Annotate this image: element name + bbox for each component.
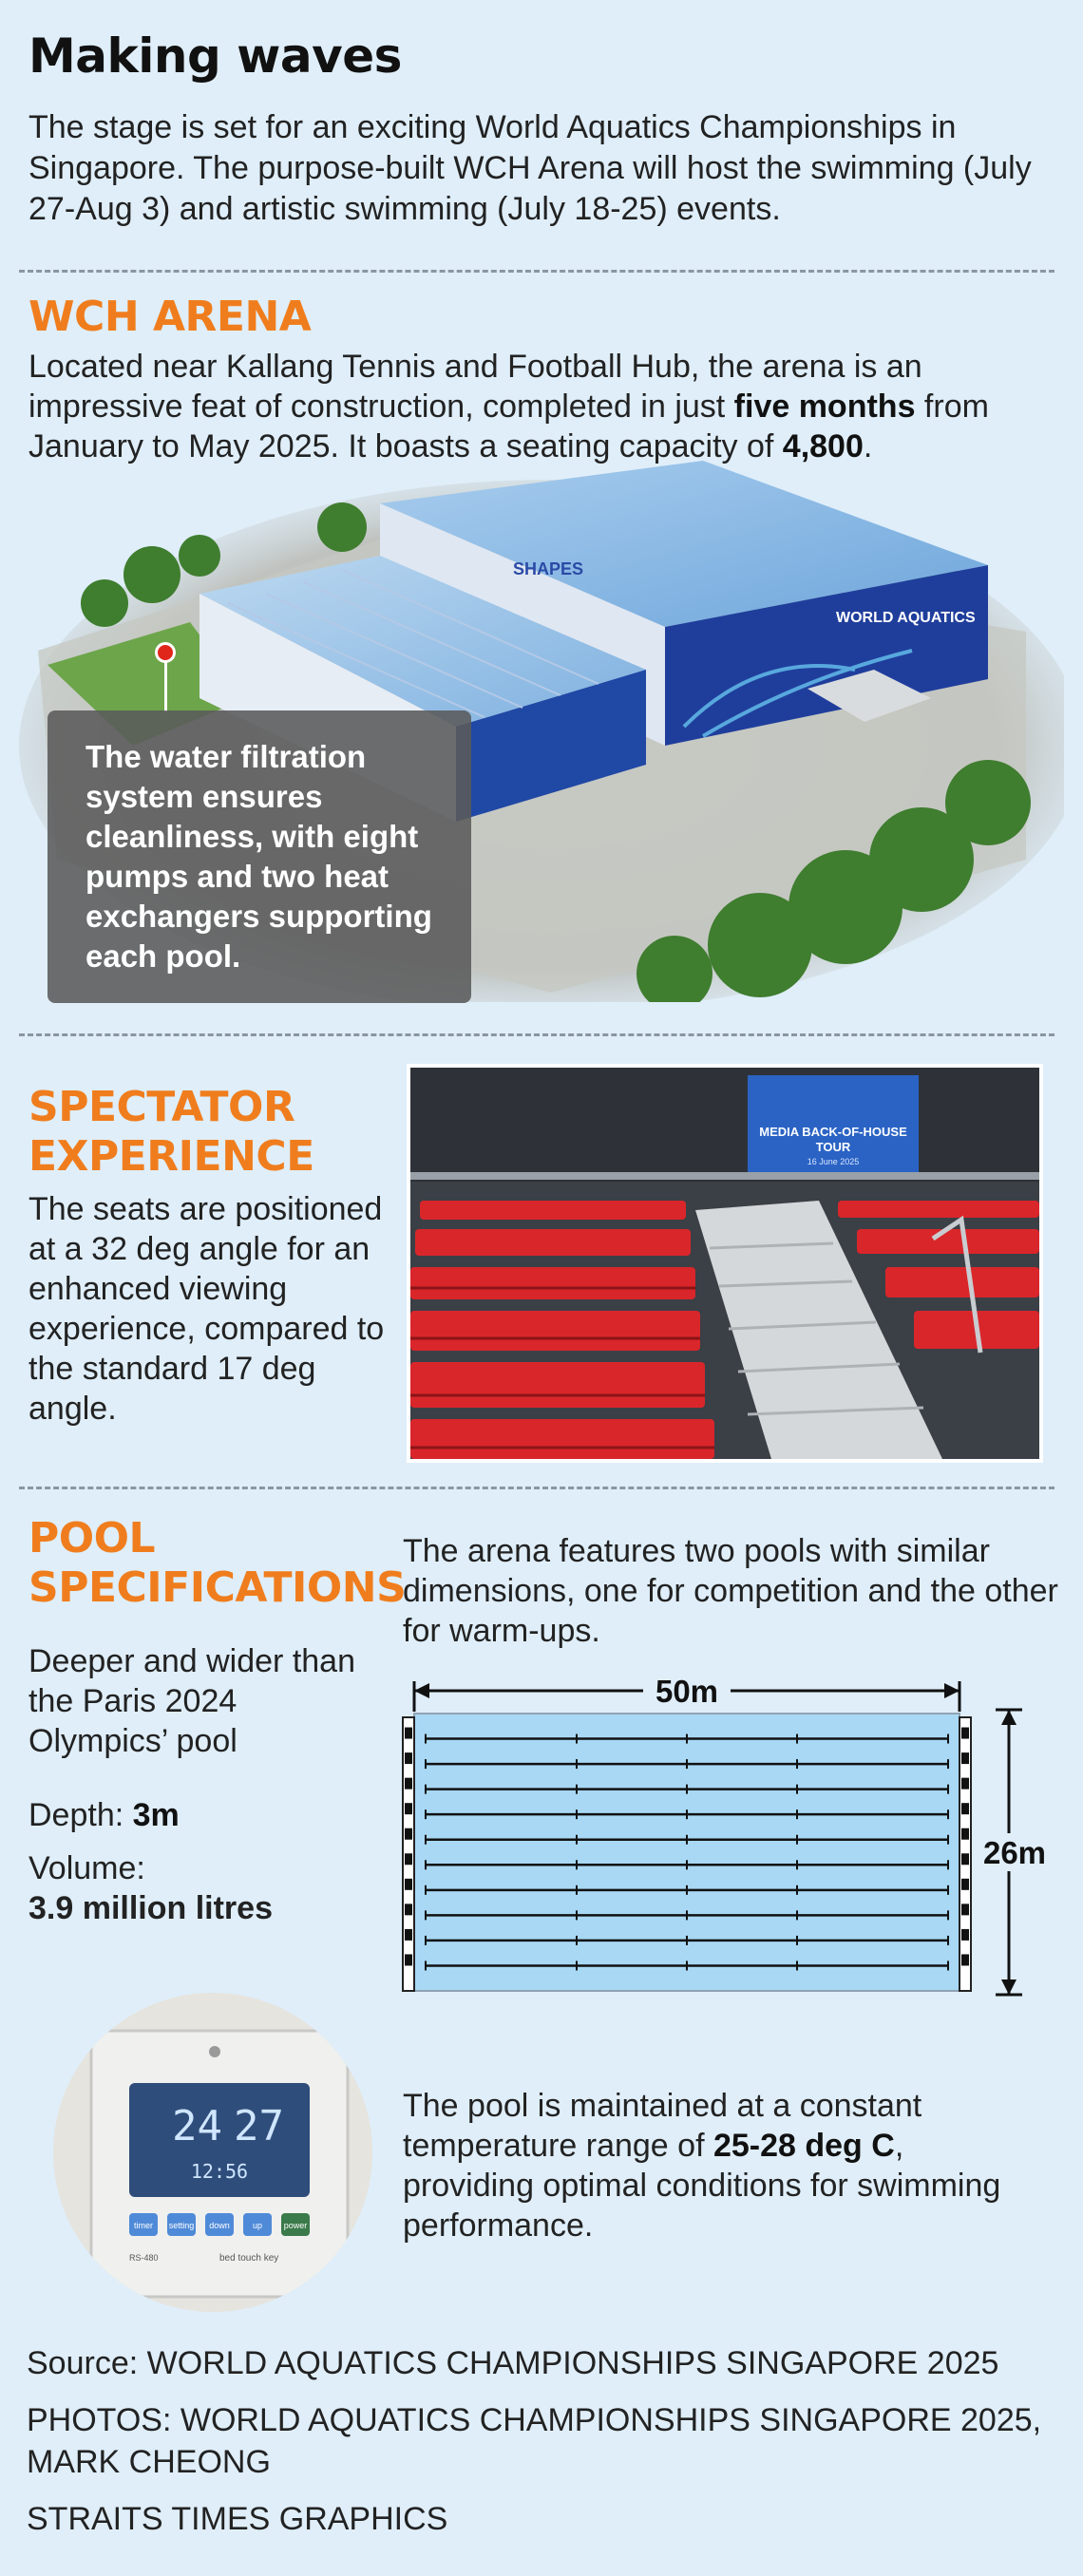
- thermo-caption: bed touch key: [219, 2253, 279, 2263]
- starting-block: [961, 1728, 969, 1739]
- intro-text: The stage is set for an exciting World Aquatics Championships in Singapore. The purpose-built WCH Arena will host the swimming (July 27-Aug 3) and artistic swimming (July 18-25) events.: [28, 109, 1032, 227]
- pool-water: [414, 1714, 960, 1991]
- screen-title-1: MEDIA BACK-OF-HOUSE: [759, 1125, 907, 1139]
- starting-block: [961, 1778, 969, 1790]
- section-divider: [19, 1033, 1054, 1036]
- section-divider: [19, 270, 1054, 273]
- pool-volume-label: Volume:: [28, 1850, 145, 1886]
- pool-heading: [28, 1514, 406, 1613]
- starting-block: [405, 1803, 412, 1814]
- spectator-heading-line1: SPECTATOR: [28, 1083, 295, 1131]
- pool-depth: Depth: 3m: [28, 1797, 180, 1833]
- thermo-btn-up: up: [252, 2221, 263, 2230]
- arena-heading: WCH ARENA: [28, 293, 312, 341]
- thermo-model: RS-480: [129, 2253, 159, 2263]
- starting-block: [961, 1803, 969, 1814]
- sign-shapes: SHAPES: [513, 559, 584, 578]
- starting-block: [405, 1853, 412, 1865]
- starting-block: [405, 1879, 412, 1890]
- photos-credit-line1: PHOTOS: WORLD AQUATICS CHAMPIONSHIPS SINGAPORE 2025,: [27, 2402, 1042, 2438]
- arena-description: Located near Kallang Tennis and Football Hub, the arena is an impressive feat of construction, completed in just five months from January to May 2025. It boasts a seating capacity of 4,800.: [28, 349, 989, 464]
- thermo-display-a: 24: [172, 2102, 222, 2150]
- source-credit: Source: WORLD AQUATICS CHAMPIONSHIPS SINGAPORE 2025: [27, 2345, 999, 2381]
- thermo-btn-timer: timer: [134, 2221, 153, 2230]
- page-title: Making waves: [28, 28, 402, 84]
- spectator-description: The seats are positioned at a 32 deg angle for an enhanced viewing experience, compared to the standard 17 deg angle.: [28, 1191, 385, 1427]
- starting-block: [405, 1954, 412, 1965]
- section-divider: [19, 1487, 1054, 1489]
- photos-credit-line2: MARK CHEONG: [27, 2444, 271, 2480]
- starting-block: [961, 1904, 969, 1915]
- screen-title-2: TOUR: [815, 1140, 851, 1154]
- starting-block: [961, 1879, 969, 1890]
- pool-heading-line1: POOL: [28, 1514, 156, 1563]
- starting-block: [405, 1904, 412, 1915]
- width-label: 26m: [982, 1835, 1047, 1870]
- length-label: 50m: [655, 1674, 719, 1709]
- starting-block: [405, 1752, 412, 1764]
- starting-block: [961, 1752, 969, 1764]
- spectator-heading-line2: EXPERIENCE: [28, 1132, 314, 1181]
- thermo-btn-down: down: [209, 2221, 230, 2230]
- callout-marker: [155, 642, 176, 663]
- pool-compare-text: Deeper and wider than the Paris 2024 Olympics’ pool: [28, 1643, 356, 1759]
- starting-block: [405, 1929, 412, 1941]
- starting-block: [405, 1778, 412, 1790]
- seats-photo: [407, 1064, 1043, 1463]
- pool-heading-line2: SPECIFICATIONS: [28, 1563, 407, 1612]
- thermo-display-b: 27: [234, 2102, 284, 2150]
- sign-world-aquatics: WORLD AQUATICS: [836, 610, 976, 626]
- screen-date: 16 June 2025: [807, 1157, 860, 1166]
- pool-volume-value: 3.9 million litres: [28, 1890, 273, 1926]
- thermostat-photo: [53, 1993, 372, 2312]
- starting-block: [961, 1929, 969, 1941]
- starting-block: [961, 1954, 969, 1965]
- pool-temperature-text: The pool is maintained at a constant temperature range of 25-28 deg C, providing optimal conditions for swimming performance.: [403, 2088, 1001, 2244]
- filtration-callout: The water filtration system ensures cleanliness, with eight pumps and two heat exchangers supporting each pool.: [48, 710, 471, 1003]
- pool-diagram: [391, 1672, 1056, 2006]
- starting-block: [961, 1853, 969, 1865]
- starting-block: [405, 1728, 412, 1739]
- thermo-btn-setting: setting: [168, 2221, 195, 2230]
- thermo-btn-power: power: [283, 2221, 308, 2230]
- pool-features-text: The arena features two pools with similar dimensions, one for competition and the other for warm-ups.: [403, 1533, 1058, 1649]
- graphics-credit: STRAITS TIMES GRAPHICS: [27, 2501, 448, 2537]
- starting-block: [405, 1828, 412, 1840]
- starting-block: [961, 1828, 969, 1840]
- thermo-time: 12:56: [190, 2160, 249, 2183]
- spectator-heading: [28, 1083, 314, 1182]
